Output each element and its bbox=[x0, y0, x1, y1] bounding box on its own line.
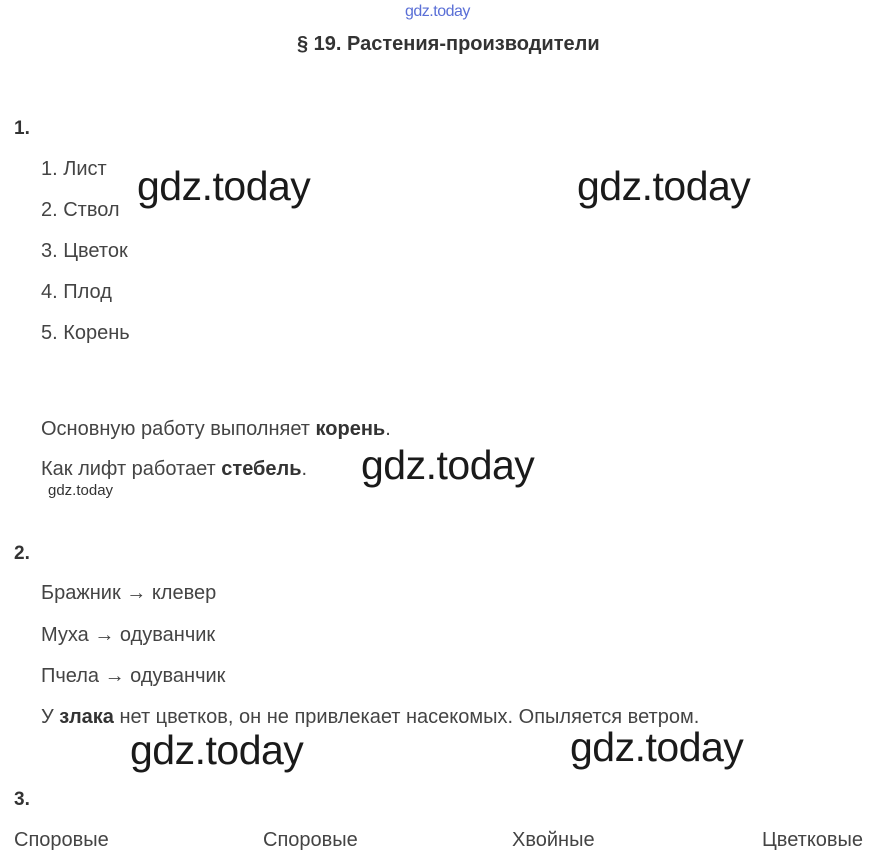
pair-line: Муха → одуванчик bbox=[41, 624, 216, 646]
watermark-small: gdz.today bbox=[48, 482, 114, 499]
column-header: Споровые bbox=[14, 829, 109, 851]
answer-line-2: Как лифт работает стебель. bbox=[41, 458, 308, 480]
column-header: Цветковые bbox=[762, 829, 864, 851]
watermark: gdz.today bbox=[130, 727, 304, 773]
watermark: gdz.today bbox=[570, 724, 744, 770]
list-item: 2. Ствол bbox=[41, 199, 120, 221]
list-item: 5. Корень bbox=[41, 322, 130, 344]
pair-line: Бражник → клевер bbox=[41, 582, 217, 604]
list-item: 3. Цветок bbox=[41, 240, 128, 262]
page-title: § 19. Растения-производители bbox=[297, 33, 600, 55]
list-item: 4. Плод bbox=[41, 281, 112, 303]
watermark: gdz.today bbox=[361, 442, 535, 488]
task-number-3: 3. bbox=[14, 789, 30, 810]
list-item: 1. Лист bbox=[41, 158, 107, 180]
column-header: Хвойные bbox=[512, 829, 595, 851]
task-number-2: 2. bbox=[14, 543, 30, 564]
answer-line-3: У злака нет цветков, он не привлекает насекомых. Опыляется ветром. bbox=[41, 706, 700, 728]
watermark: gdz.today bbox=[137, 163, 311, 209]
answer-line-1: Основную работу выполняет корень. bbox=[41, 418, 391, 440]
column-header: Споровые bbox=[263, 829, 358, 851]
watermark: gdz.today bbox=[577, 163, 751, 209]
task-number-1: 1. bbox=[14, 118, 30, 139]
pair-line: Пчела → одуванчик bbox=[41, 665, 226, 687]
watermark-top: gdz.today bbox=[405, 3, 470, 20]
